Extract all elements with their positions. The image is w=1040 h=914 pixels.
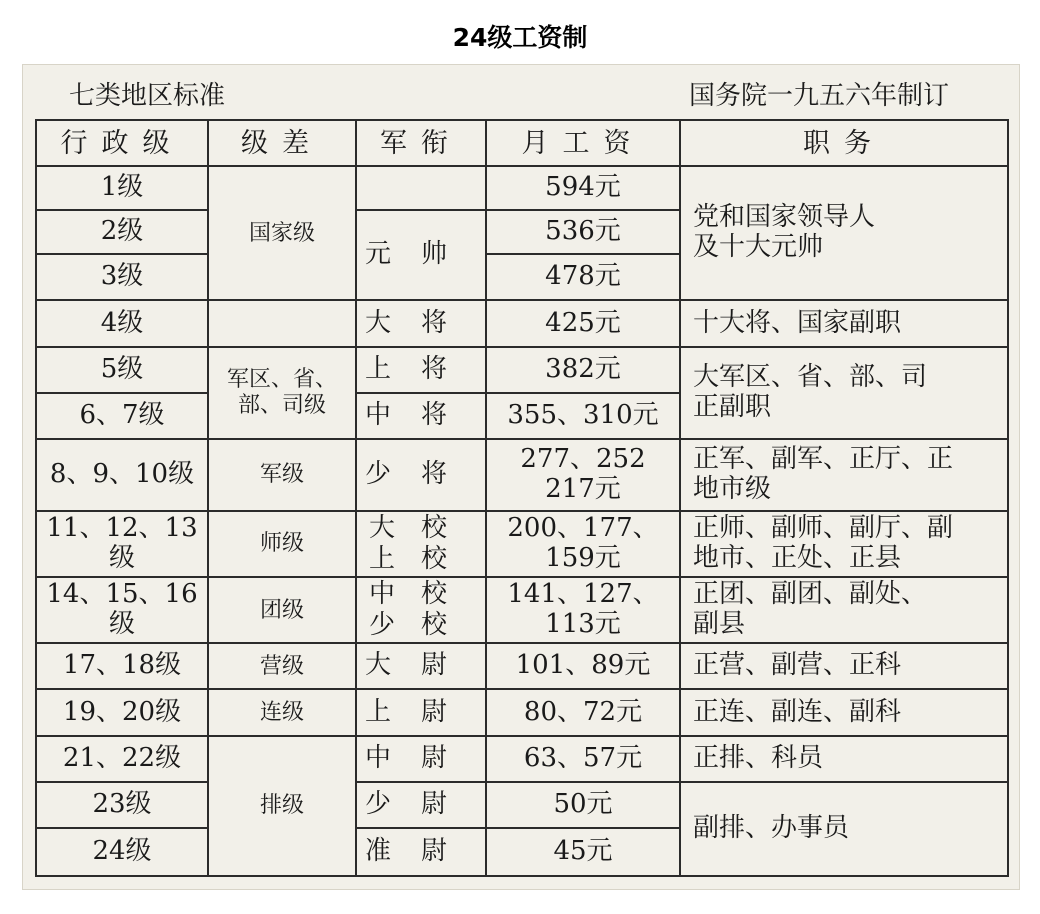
tier-cell: 营级 <box>208 643 356 689</box>
grade-cell: 11、12、13 级 <box>36 511 208 577</box>
tier-cell: 排级 <box>208 736 356 876</box>
table-row <box>36 166 1008 210</box>
duty-cell: 正团、副团、副处、 副县 <box>680 577 1008 643</box>
salary-cell: 536元 <box>486 210 680 254</box>
rank-cell: 上尉 <box>356 689 486 735</box>
column-header-position: 职务 <box>680 120 1008 166</box>
column-header-military-rank: 军衔 <box>356 120 486 166</box>
salary-cell: 200、177、 159元 <box>486 511 680 577</box>
grade-cell: 19、20级 <box>36 689 208 735</box>
table-row <box>36 643 1008 689</box>
grade-cell: 14、15、16 级 <box>36 577 208 643</box>
grade-cell: 4级 <box>36 300 208 346</box>
duty-cell: 正排、科员 <box>680 736 1008 782</box>
table-row <box>36 347 1008 393</box>
table-row <box>36 300 1008 346</box>
rank-cell: 上将 <box>356 347 486 393</box>
salary-cell: 478元 <box>486 254 680 300</box>
salary-cell: 80、72元 <box>486 689 680 735</box>
tier-cell: 连级 <box>208 689 356 735</box>
table-row <box>36 439 1008 511</box>
salary-cell: 50元 <box>486 782 680 828</box>
salary-cell: 425元 <box>486 300 680 346</box>
duty-cell: 大军区、省、部、司 正副职 <box>680 347 1008 439</box>
rank-cell: 少将 <box>356 439 486 511</box>
rank-cell: 准尉 <box>356 828 486 876</box>
rank-cell: 元帅 <box>356 210 486 300</box>
rank-cell: 大尉 <box>356 643 486 689</box>
table-header-row <box>36 120 1008 166</box>
rank-cell: 少尉 <box>356 782 486 828</box>
table-row <box>36 511 1008 577</box>
grade-cell: 8、9、10级 <box>36 439 208 511</box>
duty-cell: 正营、副营、正科 <box>680 643 1008 689</box>
table-row <box>36 782 1008 828</box>
salary-cell: 594元 <box>486 166 680 210</box>
duty-cell: 十大将、国家副职 <box>680 300 1008 346</box>
column-header-monthly-salary: 月工资 <box>486 120 680 166</box>
tier-cell: 国家级 <box>208 166 356 300</box>
table-row <box>36 577 1008 643</box>
tier-cell: 军区、省、 部、司级 <box>208 347 356 439</box>
tier-cell: 师级 <box>208 511 356 577</box>
scanned-table-image <box>22 64 1020 890</box>
grade-cell: 2级 <box>36 210 208 254</box>
salary-cell: 355、310元 <box>486 393 680 439</box>
tier-cell-empty <box>208 300 356 346</box>
duty-cell: 正连、副连、副科 <box>680 689 1008 735</box>
rank-cell-empty <box>356 166 486 210</box>
duty-cell: 正师、副师、副厅、副 地市、正处、正县 <box>680 511 1008 577</box>
tier-cell: 团级 <box>208 577 356 643</box>
rank-cell: 大将 <box>356 300 486 346</box>
page-title: 24级工资制 <box>452 23 588 52</box>
salary-cell: 45元 <box>486 828 680 876</box>
duty-cell: 正军、副军、正厅、正 地市级 <box>680 439 1008 511</box>
column-header-admin-grade: 行政级 <box>36 120 208 166</box>
salary-cell: 63、57元 <box>486 736 680 782</box>
grade-cell: 23级 <box>36 782 208 828</box>
salary-cell: 382元 <box>486 347 680 393</box>
duty-cell: 副排、办事员 <box>680 782 1008 876</box>
table-row <box>36 689 1008 735</box>
grade-cell: 17、18级 <box>36 643 208 689</box>
duty-cell: 党和国家领导人 及十大元帅 <box>680 166 1008 300</box>
salary-cell: 101、89元 <box>486 643 680 689</box>
column-header-grade-tier: 级差 <box>208 120 356 166</box>
grade-cell: 21、22级 <box>36 736 208 782</box>
grade-cell: 5级 <box>36 347 208 393</box>
rank-cell: 中将 <box>356 393 486 439</box>
grade-cell: 3级 <box>36 254 208 300</box>
rank-cell: 中校 少校 <box>356 577 486 643</box>
grade-cell: 24级 <box>36 828 208 876</box>
rank-cell: 中尉 <box>356 736 486 782</box>
grade-cell: 6、7级 <box>36 393 208 439</box>
issuer-label: 国务院一九五六年制订 <box>688 81 949 111</box>
grade-cell: 1级 <box>36 166 208 210</box>
table-row <box>36 736 1008 782</box>
region-standard-label: 七类地区标准 <box>69 81 226 111</box>
salary-cell: 141、127、 113元 <box>486 577 680 643</box>
rank-cell: 大校 上校 <box>356 511 486 577</box>
salary-cell: 277、252 217元 <box>486 439 680 511</box>
salary-table <box>35 119 1009 877</box>
tier-cell: 军级 <box>208 439 356 511</box>
